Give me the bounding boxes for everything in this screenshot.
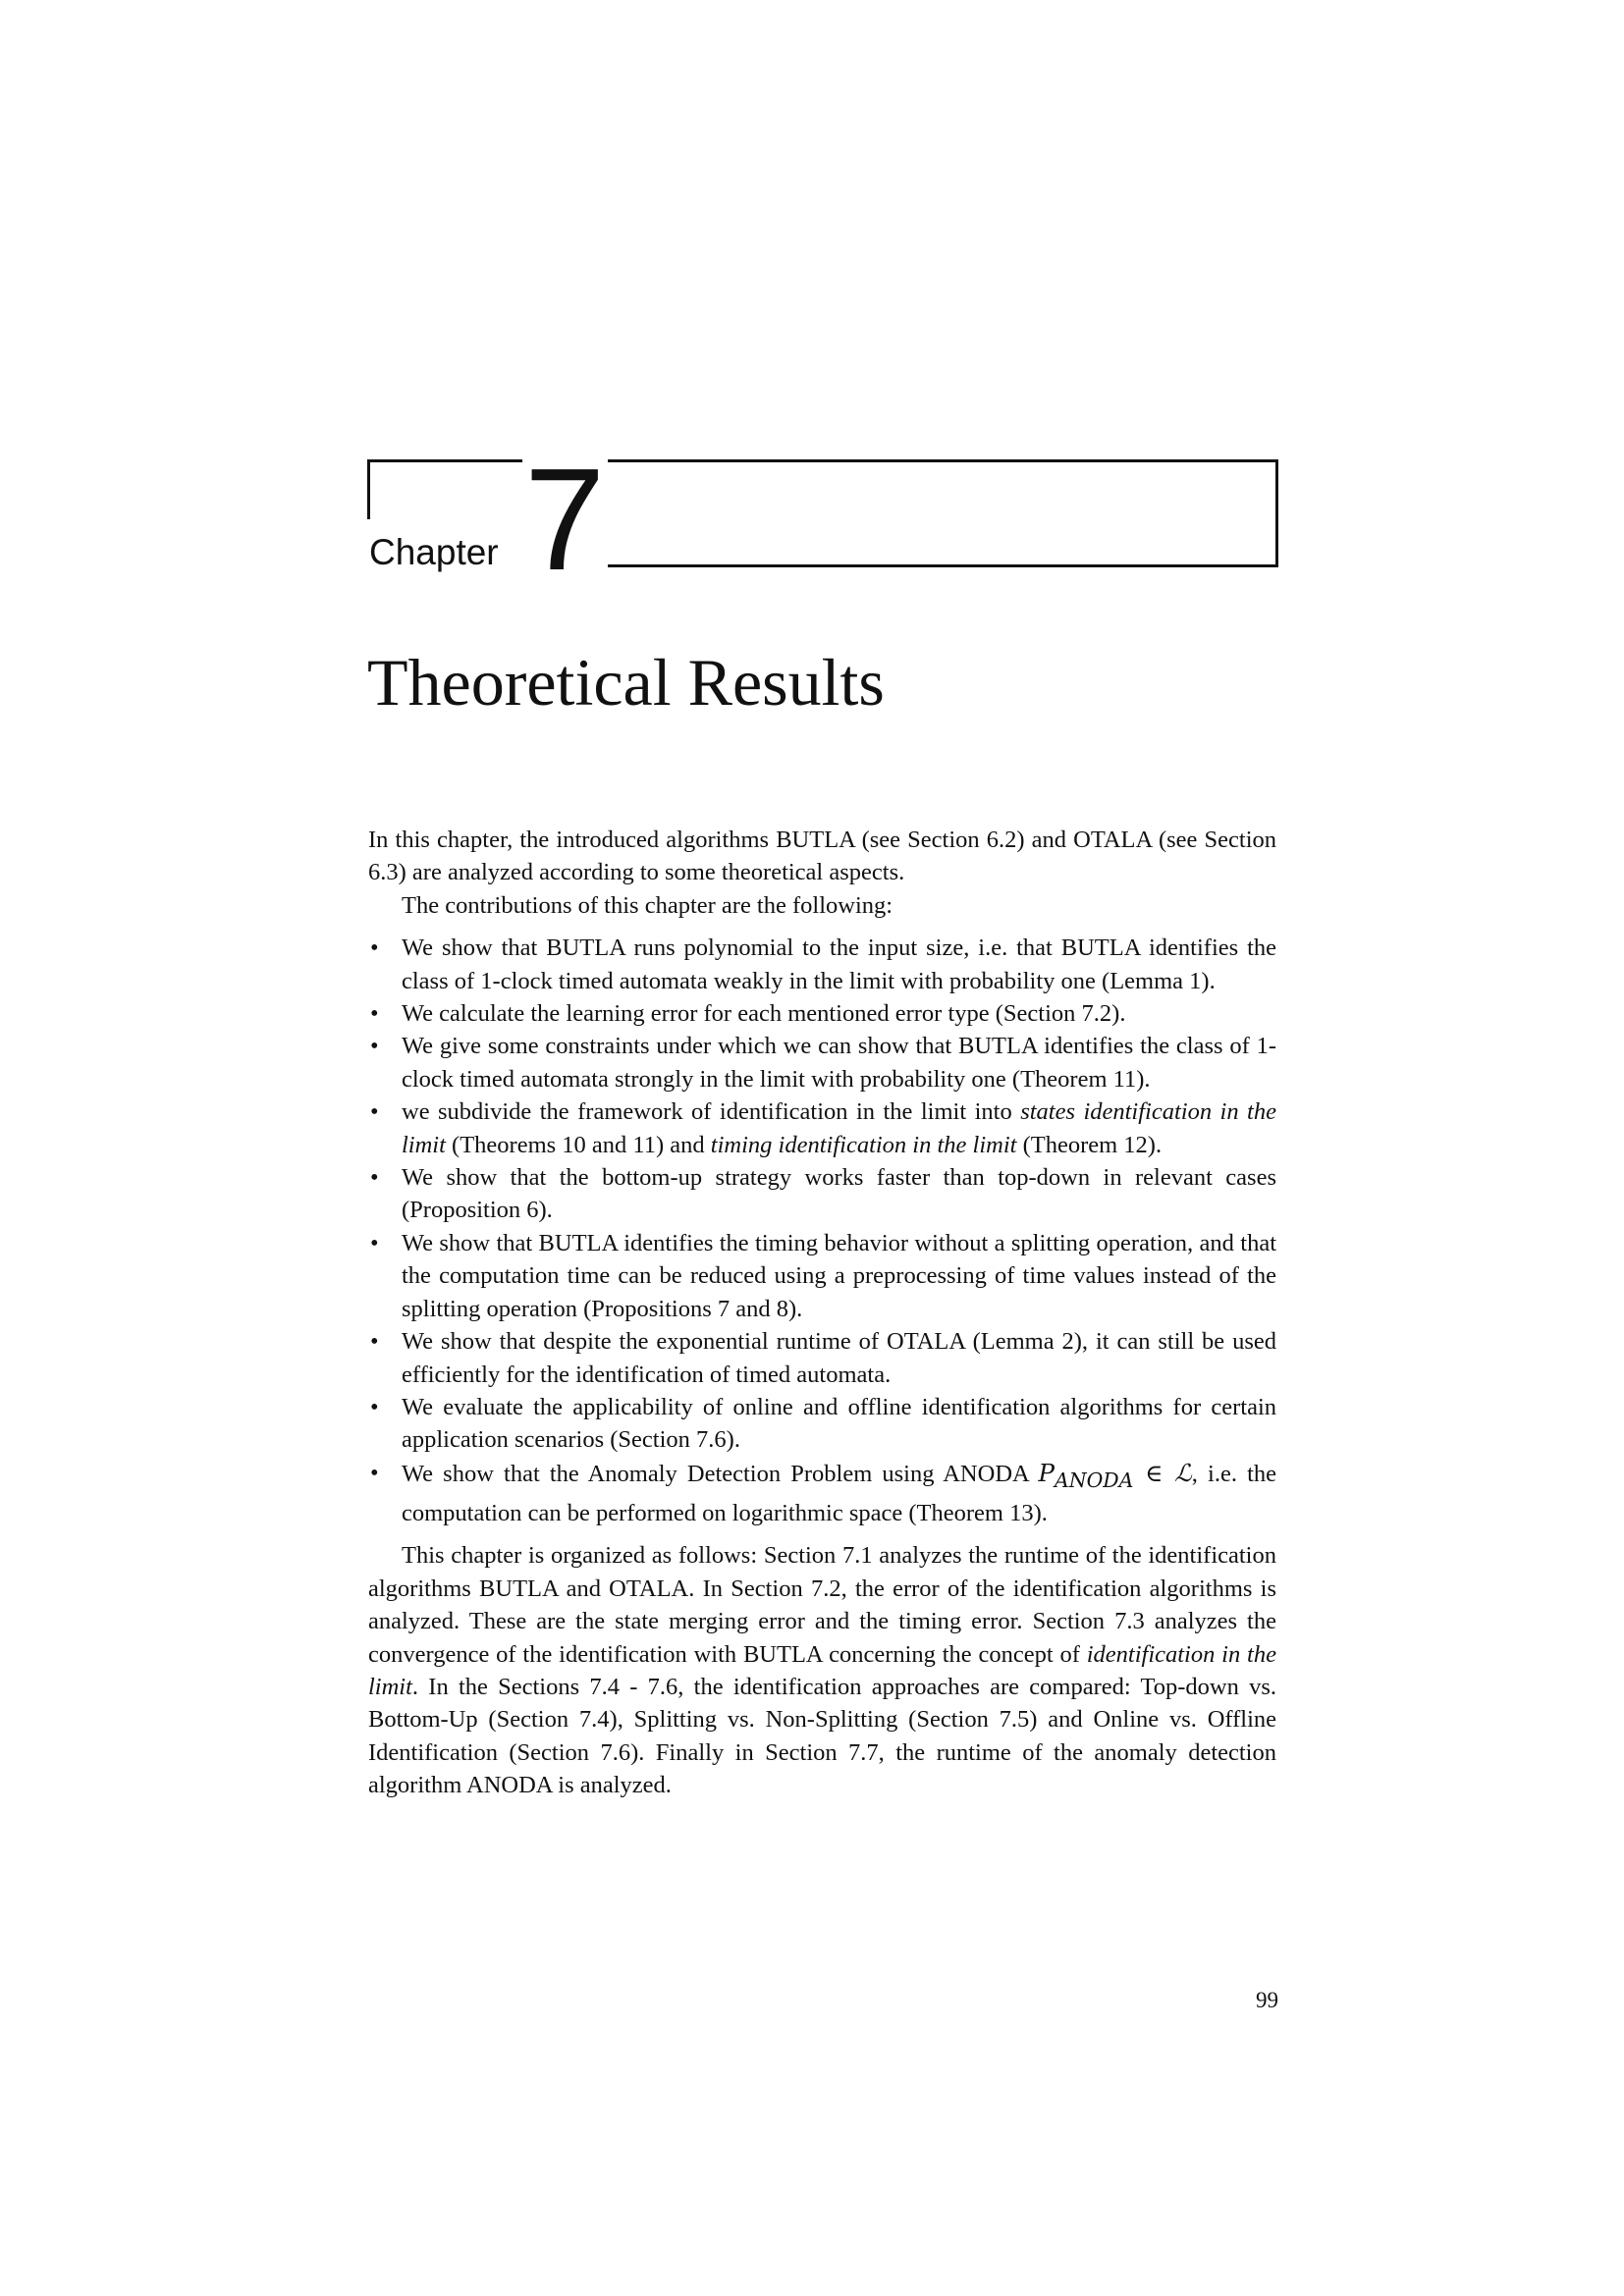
- list-item: • We give some constraints under which we can show that BUTLA identifies the class of 1-clock timed automata strongly in the limit with probability one (Theorem 11).: [368, 1030, 1276, 1095]
- list-item: • We show that despite the exponential runtime of OTALA (Lemma 2), it can still be used efficiently for the identification of timed automata.: [368, 1325, 1276, 1391]
- page-number: 99: [1256, 1988, 1278, 2012]
- intro-paragraph: In this chapter, the introduced algorithms BUTLA (see Section 6.2) and OTALA (see Section 6.3) are analyzed according to some theoretical aspects.: [368, 827, 1276, 886]
- math-expression: $P_{ANODA}$ ∈ ℒ: [1038, 1458, 1192, 1492]
- chapter-body: [368, 824, 1276, 1802]
- list-item: • We show that the Anomaly Detection Problem using ANODA $P_{ANODA}$ ∈ ℒ, i.e. the computation can be performed on logarithmic space (Theorem 13).: [368, 1457, 1276, 1530]
- list-item: • we subdivide the framework of identification in the limit into states identification in the limit (Theorems 10 and 11) and timing identification in the limit (Theorem 12).: [368, 1095, 1276, 1161]
- organization-paragraph: This chapter is organized as follows: Section 7.1 analyzes the runtime of the identification algorithms BUTLA and OTALA. In Section 7.2, the error of the identification algorithms is analyzed. These are the state merging error and the timing error. Section 7.3 analyzes the convergence of the identification with BUTLA concerning the concept of identification in the limit. In the Sections 7.4 - 7.6, the identification approaches are compared: Top-down vs. Bottom-Up (Section 7.4), Splitting vs. Non-Splitting (Section 7.5) and Online vs. Offline Identification (Section 7.6). Finally in Section 7.7, the runtime of the anomaly detection algorithm ANODA is analyzed.: [368, 1542, 1276, 1799]
- emphasis-timing-identification: timing identification in the limit: [710, 1131, 1017, 1158]
- chapter-label: Chapter: [369, 532, 499, 572]
- emphasis-identification-limit: identification in the limit: [368, 1640, 1276, 1701]
- chapter-frame-right: [608, 459, 1278, 567]
- contributions-lead: The contributions of this chapter are the following:: [402, 891, 893, 919]
- list-item: • We show that BUTLA identifies the timing behavior without a splitting operation, and that the computation time can be reduced using a preprocessing of time values instead of the splitting operation (Propositions 7 and 8).: [368, 1227, 1276, 1325]
- list-item: • We calculate the learning error for each mentioned error type (Section 7.2).: [368, 997, 1276, 1030]
- emphasis-states-identification: states identification in the limit: [402, 1098, 1276, 1158]
- chapter-number: 7: [524, 439, 606, 601]
- chapter-title: Theoretical Results: [367, 645, 885, 720]
- list-item: • We evaluate the applicability of online and offline identification algorithms for certain application scenarios (Section 7.6).: [368, 1391, 1276, 1457]
- contributions-list: [368, 932, 1276, 1529]
- list-item: • We show that BUTLA runs polynomial to the input size, i.e. that BUTLA identifies the class of 1-clock timed automata weakly in the limit with probability one (Lemma 1).: [368, 932, 1276, 997]
- chapter-frame-left: [367, 459, 522, 519]
- list-item: • We show that the bottom-up strategy works faster than top-down in relevant cases (Proposition 6).: [368, 1161, 1276, 1227]
- chapter-heading: [367, 439, 1277, 601]
